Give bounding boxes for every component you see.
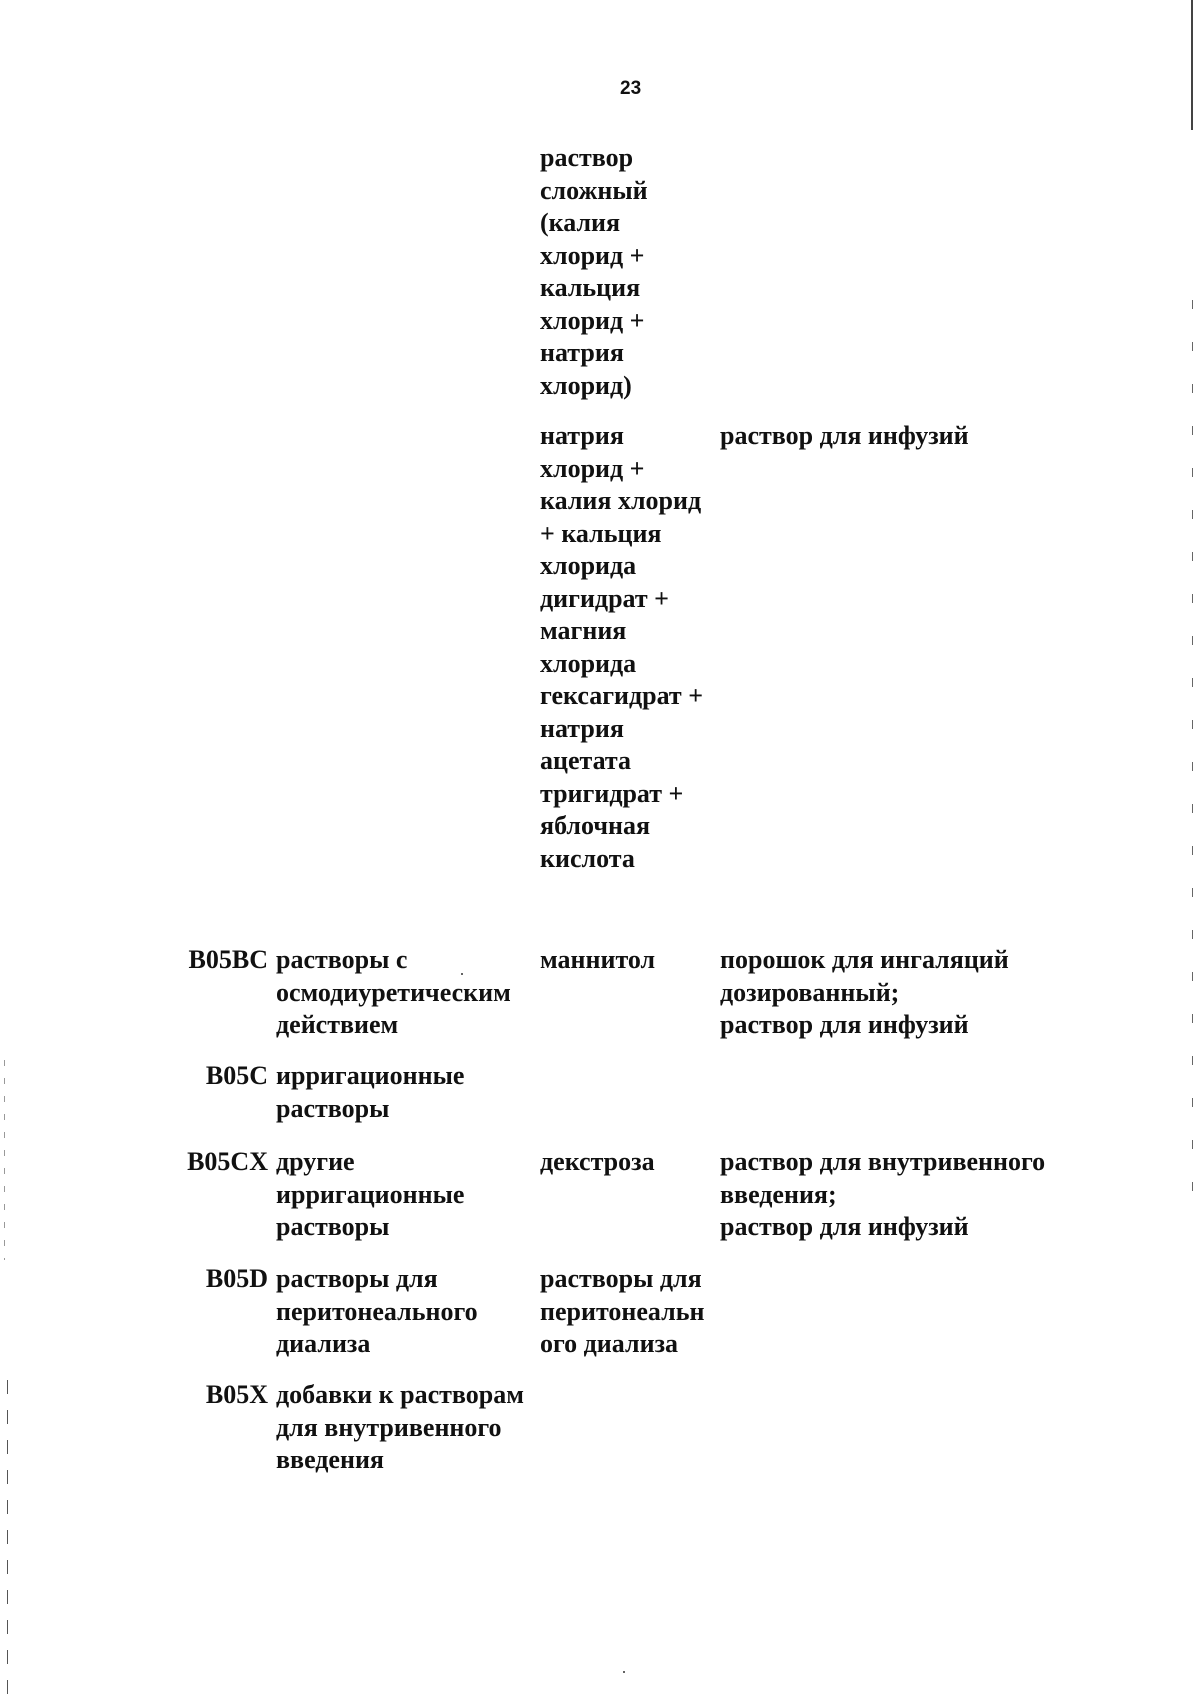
atc-code: B05C <box>205 1061 268 1090</box>
dosage-form: раствор для внутривенного введения; раствор для инфузий <box>720 1147 1046 1241</box>
drug-name: натрия хлорид + калия хлорид + кальция хлорида дигидрат + магния хлорида гексагидрат + натрия ацетата тригидрат + яблочная кислота <box>540 421 704 873</box>
group-name: другие ирригационные растворы <box>276 1147 465 1241</box>
atc-code: B05CX <box>187 1147 268 1176</box>
scan-edge-line <box>1192 300 1193 1200</box>
group-name: растворы с осмодиуретическим действием <box>276 945 511 1039</box>
dosage-form: порошок для ингаляций дозированный; раствор для инфузий <box>720 945 1009 1039</box>
group-name: растворы для перитонеального диализа <box>276 1264 478 1358</box>
group-name: добавки к растворам для внутривенного введения <box>276 1380 524 1474</box>
scan-speck <box>461 973 463 975</box>
page-number: 23 <box>620 78 642 99</box>
atc-code: B05D <box>205 1264 268 1293</box>
atc-code: B05X <box>205 1380 268 1409</box>
scan-edge-line <box>7 1380 8 1697</box>
dosage-form: раствор для инфузий <box>720 421 969 450</box>
drug-name: раствор сложный (калия хлорид + кальция хлорид + натрия хлорид) <box>540 143 648 400</box>
atc-code: B05BC <box>188 945 268 974</box>
drug-name: маннитол <box>540 945 656 974</box>
drug-name: растворы для перитонеальн ого диализа <box>540 1264 705 1358</box>
drug-name: декстроза <box>540 1147 655 1176</box>
scan-edge-line <box>1191 0 1193 130</box>
scan-edge-line <box>4 1060 5 1260</box>
group-name: ирригационные растворы <box>276 1061 465 1123</box>
scan-speck <box>623 1671 625 1673</box>
